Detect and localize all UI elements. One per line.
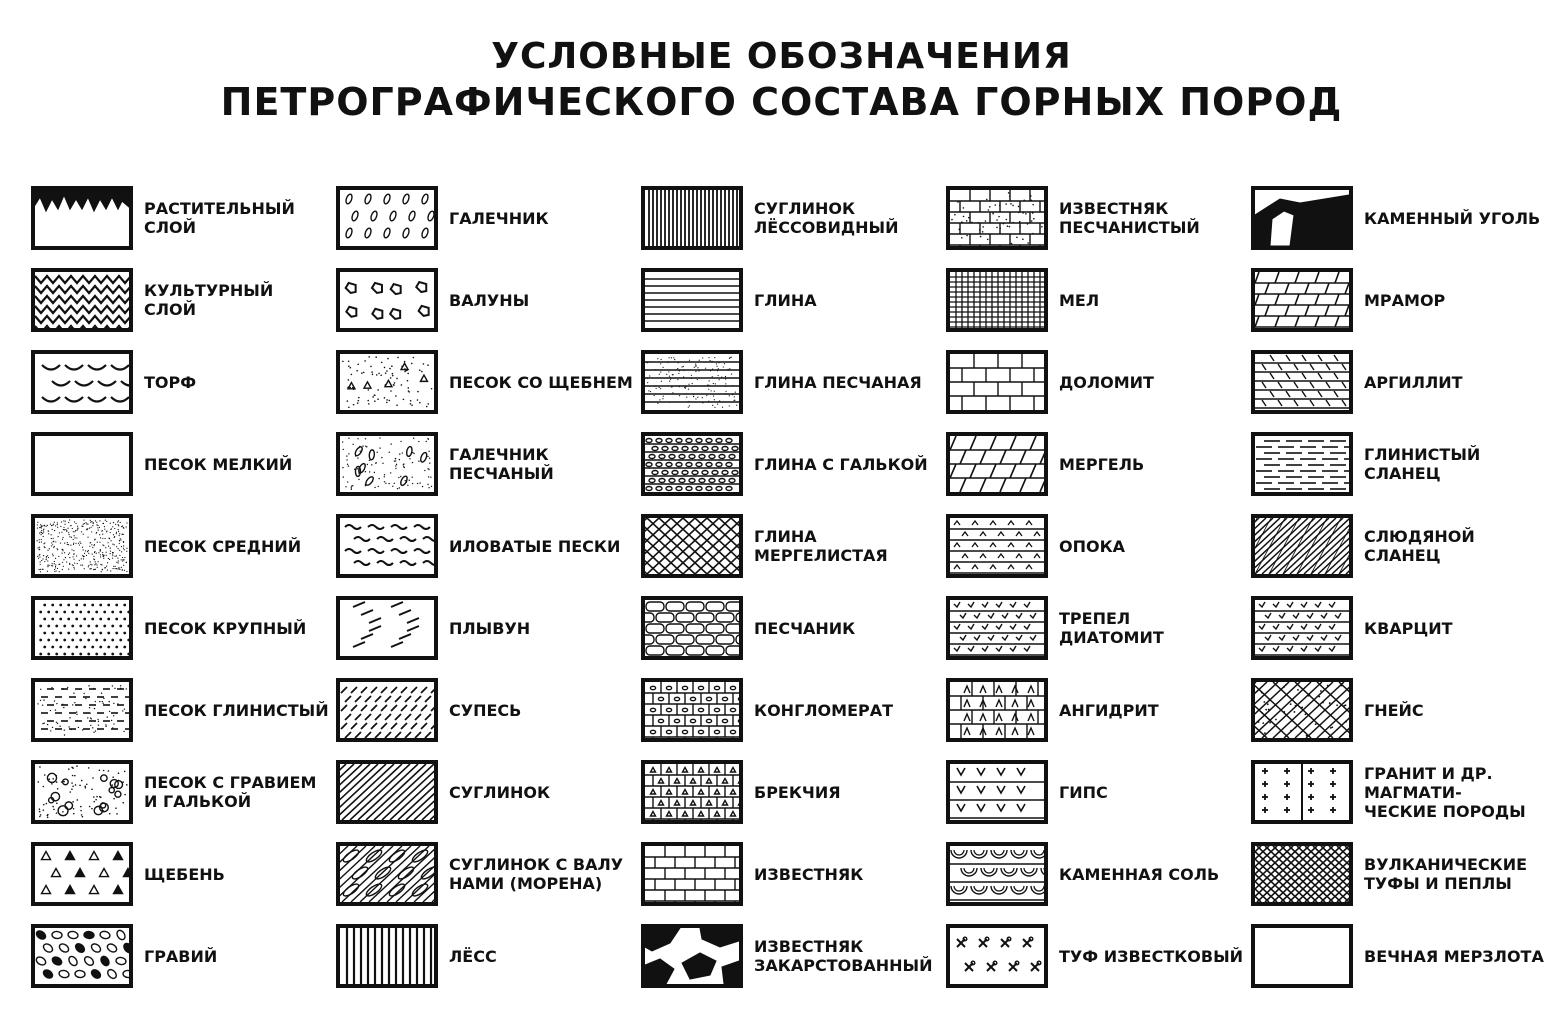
legend-item	[30, 260, 330, 340]
pattern-swatch-pebbles-dots	[335, 431, 439, 497]
legend-label: ЛЁСС	[449, 946, 497, 966]
legend-item	[30, 506, 330, 586]
legend-label: ИЛОВАТЫЕ ПЕСКИ	[449, 536, 621, 556]
legend-label: ТРЕПЕЛ ДИАТОМИТ	[1059, 609, 1164, 647]
pattern-swatch-chevrons	[30, 267, 134, 333]
legend-item	[640, 588, 940, 668]
pattern-swatch-bricks-large	[945, 349, 1049, 415]
legend-item	[30, 588, 330, 668]
legend-item	[335, 670, 635, 750]
pattern-swatch-zigzag-dashes	[335, 595, 439, 661]
legend-item	[640, 752, 940, 832]
legend-item	[640, 670, 940, 750]
pattern-swatch-salt-arcs	[945, 841, 1049, 907]
legend-item	[945, 506, 1245, 586]
legend-column-5	[1250, 178, 1550, 998]
legend-label: ВУЛКАНИЧЕСКИЕ ТУФЫ И ПЕПЛЫ	[1364, 855, 1528, 893]
legend-item	[945, 424, 1245, 504]
legend-item	[1250, 916, 1550, 996]
legend-label: ДОЛОМИТ	[1059, 372, 1154, 392]
legend-item	[945, 342, 1245, 422]
pattern-swatch-hlines-ovals	[640, 431, 744, 497]
legend-item	[30, 670, 330, 750]
legend-label: ГАЛЕЧНИК	[449, 208, 549, 228]
legend-item	[335, 178, 635, 258]
legend-item	[335, 260, 635, 340]
legend-item	[945, 588, 1245, 668]
pattern-swatch-hlines-broken	[1250, 431, 1354, 497]
pattern-swatch-hlines	[640, 267, 744, 333]
pattern-swatch-triangles	[30, 841, 134, 907]
legend-item	[640, 178, 940, 258]
pattern-swatch-marble	[1250, 267, 1354, 333]
pattern-swatch-dots-fine	[30, 513, 134, 579]
pattern-swatch-bricks-dots	[945, 185, 1049, 251]
legend-item	[1250, 260, 1550, 340]
legend-label: ГАЛЕЧНИК ПЕСЧАНЫЙ	[449, 445, 554, 483]
legend-label: ГЛИНА ПЕСЧАНАЯ	[754, 372, 922, 392]
legend-label: ТУФ ИЗВЕСТКОВЫЙ	[1059, 946, 1244, 966]
pattern-swatch-bricks-lambda	[945, 677, 1049, 743]
legend-label: ГНЕЙС	[1364, 700, 1424, 720]
pattern-swatch-diag-dashes	[335, 677, 439, 743]
legend-label: ПЕСЧАНИК	[754, 618, 856, 638]
legend-item	[1250, 834, 1550, 914]
legend-label: КУЛЬТУРНЫЙ СЛОЙ	[144, 281, 274, 319]
legend-label: КОНГЛОМЕРАТ	[754, 700, 894, 720]
pattern-swatch-pebbles	[335, 185, 439, 251]
legend-label: СУПЕСЬ	[449, 700, 522, 720]
legend-label: СЛЮДЯНОЙ СЛАНЕЦ	[1364, 527, 1475, 565]
pattern-swatch-empty	[1250, 923, 1354, 989]
legend-item	[640, 260, 940, 340]
legend-label: РАСТИТЕЛЬНЫЙ СЛОЙ	[144, 199, 295, 237]
legend-label: ПЛЫВУН	[449, 618, 531, 638]
pattern-swatch-crosshatch	[1250, 841, 1354, 907]
pattern-swatch-grid	[945, 267, 1049, 333]
legend-label: ВЕЧНАЯ МЕРЗЛОТА	[1364, 946, 1544, 966]
pattern-swatch-coal	[1250, 185, 1354, 251]
pattern-swatch-triangles-dots	[335, 349, 439, 415]
legend-item	[335, 506, 635, 586]
legend-item	[1250, 670, 1550, 750]
legend-label: ПЕСОК С ГРАВИЕМ И ГАЛЬКОЙ	[144, 773, 317, 811]
legend-item	[945, 752, 1245, 832]
legend-label: ИЗВЕСТНЯК	[754, 864, 864, 884]
legend-item	[335, 752, 635, 832]
pattern-swatch-dots-coarse	[30, 595, 134, 661]
pattern-swatch-bricks-ovals	[640, 677, 744, 743]
pattern-swatch-ovals	[30, 923, 134, 989]
legend-label: ИЗВЕСТНЯК ЗАКАРСТОВАННЫЙ	[754, 937, 933, 975]
title-line-1: УСЛОВНЫЕ ОБОЗНАЧЕНИЯ	[491, 36, 1072, 77]
pattern-swatch-arcs	[30, 349, 134, 415]
legend-label: МРАМОР	[1364, 290, 1446, 310]
legend-item	[640, 424, 940, 504]
pattern-swatch-circles-dots	[30, 759, 134, 825]
pattern-swatch-waves	[335, 513, 439, 579]
legend-item	[640, 342, 940, 422]
legend-item	[640, 506, 940, 586]
pattern-swatch-vlines-dense	[640, 185, 744, 251]
legend-item	[30, 834, 330, 914]
legend-item	[30, 752, 330, 832]
legend-label: ГРАВИЙ	[144, 946, 218, 966]
legend-label: КВАРЦИТ	[1364, 618, 1453, 638]
legend-label: ВАЛУНЫ	[449, 290, 530, 310]
legend-item	[30, 424, 330, 504]
pattern-swatch-empty	[30, 431, 134, 497]
pattern-swatch-bricks-triangles	[640, 759, 744, 825]
legend-label: СУГЛИНОК С ВАЛУ НАМИ (МОРЕНА)	[449, 855, 624, 893]
pattern-swatch-bricks	[640, 841, 744, 907]
pattern-swatch-diag-lines	[335, 759, 439, 825]
legend-label: ПЕСОК МЕЛКИЙ	[144, 454, 293, 474]
pattern-swatch-diag-bricks	[640, 513, 744, 579]
legend-item	[640, 834, 940, 914]
pattern-swatch-vegetation	[30, 185, 134, 251]
legend-item	[640, 916, 940, 996]
legend-item	[335, 834, 635, 914]
legend-label: ГЛИНА С ГАЛЬКОЙ	[754, 454, 928, 474]
legend-label: ИЗВЕСТНЯК ПЕСЧАНИСТЫЙ	[1059, 199, 1200, 237]
pattern-swatch-rounded-bricks	[640, 595, 744, 661]
legend-label: ПЕСОК КРУПНЫЙ	[144, 618, 307, 638]
pattern-swatch-diag-bricks-large	[945, 431, 1049, 497]
pattern-swatch-boulders	[335, 267, 439, 333]
legend-item	[30, 178, 330, 258]
legend-label: ПЕСОК СО ЩЕБНЕМ	[449, 372, 633, 392]
legend-label: АНГИДРИТ	[1059, 700, 1159, 720]
pattern-swatch-vlines	[335, 923, 439, 989]
pattern-swatch-hlines-v	[945, 759, 1049, 825]
legend-item	[1250, 424, 1550, 504]
legend-item	[335, 916, 635, 996]
legend-item	[335, 588, 635, 668]
pattern-swatch-diag-ovals	[335, 841, 439, 907]
legend-column-3	[640, 178, 940, 998]
legend-column-2	[335, 178, 635, 998]
legend-item	[1250, 752, 1550, 832]
legend-item	[30, 342, 330, 422]
legend-item	[1250, 178, 1550, 258]
legend-label: КАМЕННАЯ СОЛЬ	[1059, 864, 1220, 884]
pattern-swatch-hlines-dots	[640, 349, 744, 415]
legend-label: КАМЕННЫЙ УГОЛЬ	[1364, 208, 1541, 228]
pattern-swatch-dashes-dots	[30, 677, 134, 743]
pattern-swatch-hlines-carets	[945, 513, 1049, 579]
legend-label: ГЛИНА	[754, 290, 817, 310]
legend-label: СУГЛИНОК	[449, 782, 551, 802]
legend-item	[945, 916, 1245, 996]
legend-item	[945, 178, 1245, 258]
legend-label: ГЛИНИСТЫЙ СЛАНЕЦ	[1364, 445, 1481, 483]
pattern-swatch-diag-dots	[1250, 677, 1354, 743]
legend-item	[1250, 506, 1550, 586]
legend-label: ГРАНИТ И ДР. МАГМАТИ- ЧЕСКИЕ ПОРОДЫ	[1364, 763, 1526, 821]
legend-label: ГЛИНА МЕРГЕЛИСТАЯ	[754, 527, 888, 565]
legend-item	[945, 834, 1245, 914]
legend-label: ПЕСОК ГЛИНИСТЫЙ	[144, 700, 329, 720]
legend-column-4	[945, 178, 1245, 998]
legend-label: МЕРГЕЛЬ	[1059, 454, 1145, 474]
pattern-swatch-crosses	[1250, 759, 1354, 825]
legend-label: ПЕСОК СРЕДНИЙ	[144, 536, 302, 556]
pattern-swatch-diag-hatch	[1250, 513, 1354, 579]
legend-label: ТОРФ	[144, 372, 197, 392]
pattern-swatch-hlines-checks-2	[1250, 595, 1354, 661]
pattern-swatch-karst	[640, 923, 744, 989]
pattern-swatch-hlines-checks	[945, 595, 1049, 661]
pattern-swatch-tuff-swirls	[945, 923, 1049, 989]
title-line-2: ПЕТРОГРАФИЧЕСКОГО СОСТАВА ГОРНЫХ ПОРОД	[220, 80, 1343, 124]
legend-item	[335, 424, 635, 504]
legend-label: БРЕКЧИЯ	[754, 782, 841, 802]
legend	[30, 178, 1550, 998]
legend-item	[1250, 342, 1550, 422]
legend-item	[945, 670, 1245, 750]
legend-item	[1250, 588, 1550, 668]
legend-label: АРГИЛЛИТ	[1364, 372, 1463, 392]
pattern-swatch-hlines-ticks	[1250, 349, 1354, 415]
legend-label: СУГЛИНОК ЛЁССОВИДНЫЙ	[754, 199, 899, 237]
legend-label: ГИПС	[1059, 782, 1108, 802]
legend-label: ОПОКА	[1059, 536, 1126, 556]
legend-item	[945, 260, 1245, 340]
legend-item	[30, 916, 330, 996]
legend-column-1	[30, 178, 330, 998]
legend-label: ЩЕБЕНЬ	[144, 864, 225, 884]
legend-item	[335, 342, 635, 422]
legend-label: МЕЛ	[1059, 290, 1100, 310]
